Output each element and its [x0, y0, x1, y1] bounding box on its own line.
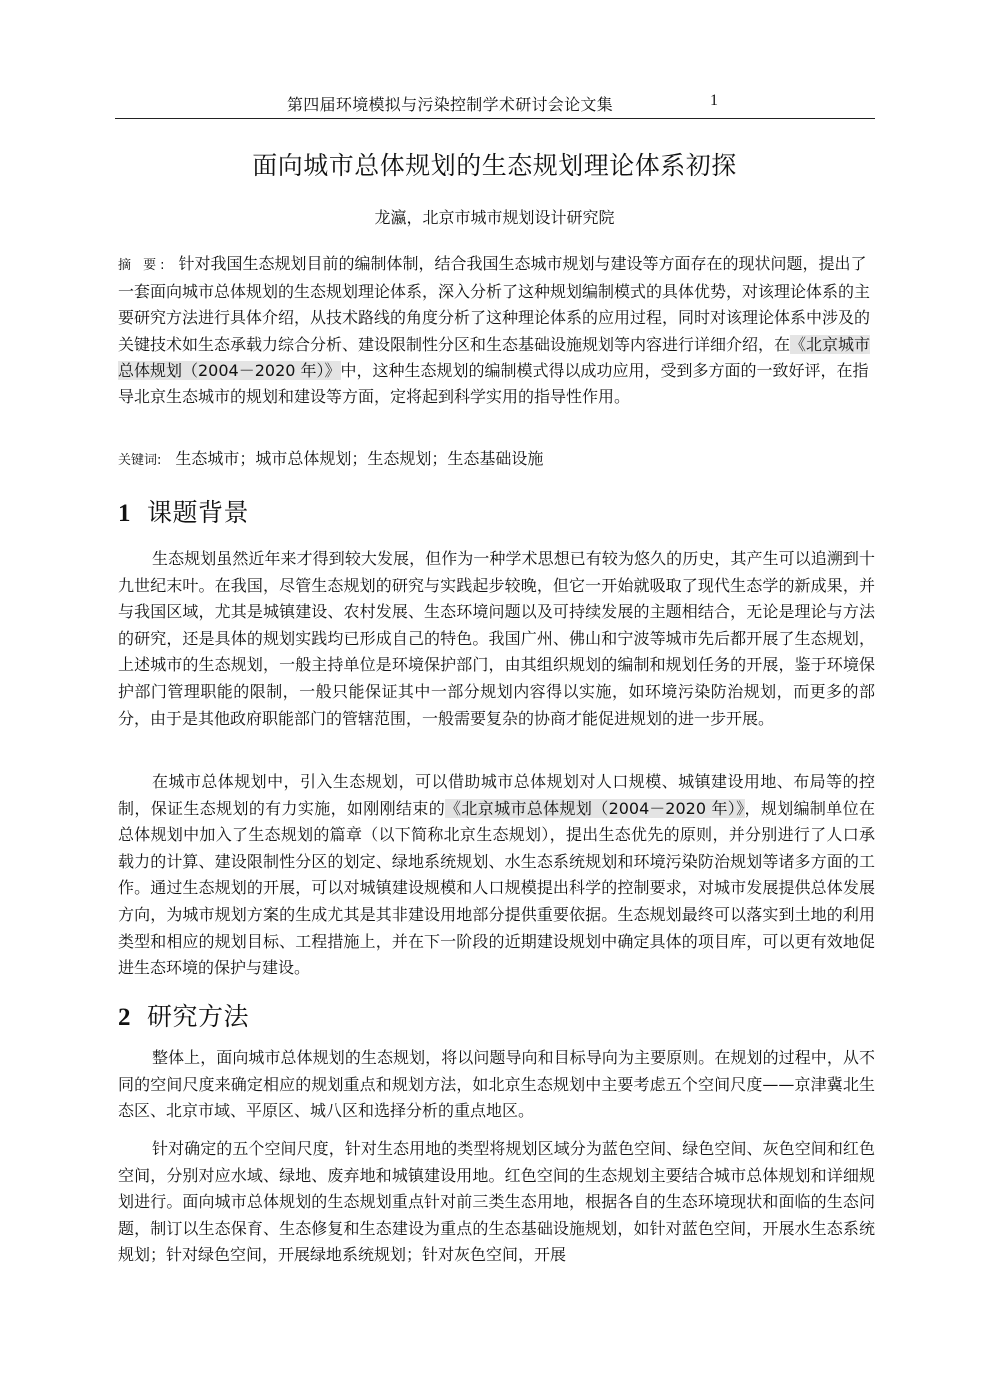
keywords-text: 生态城市；城市总体规划；生态规划；生态基础设施: [175, 449, 544, 468]
abstract-text-end: 中，这种生态规划的编制模式得以成功应用，受到多方面的一致好评，在指导北京生态城市的规划和建设等方面，定将起到科学实用的指导性作用。: [118, 360, 869, 407]
running-header: [115, 92, 875, 118]
section-number: 2: [118, 1004, 131, 1031]
abstract-text-start: 针对我国生态规划目前的编制体制，结合我国生态城市规划与建设等方面存在的现状问题，提出了一套面向城市总体规划的生态规划理论体系，深入分析了这种规划编制模式的具体优势，对该理论体系的主要研究方法进行具体介绍，从技术路线的角度分析了这种理论体系的应用过程，同时对该理论体系中涉及的关键技术如生态承载力综合分析、建设限制性分区和生态基础设施规划等内容进行详细介绍，在: [118, 254, 871, 354]
abstract-label: 摘 要:: [118, 258, 169, 273]
paragraph-text: 针对确定的五个空间尺度，针对生态用地的类型将规划区域分为蓝色空间、绿色空间、灰色空间和红色空间，分别对应水域、绿地、废弃地和城镇建设用地。红色空间的生态规划主要结合城市总体规划和详细规划进行。面向城市总体规划的生态规划重点针对前三类生态用地，根据各自的生态环境现状和面临的生态问题，制订以生态保育、生态修复和生态建设为重点的生态基础设施规划，如针对蓝色空间，开展水生态系统规划；针对绿色空间，开展绿地系统规划；针对灰色空间，开展: [118, 1139, 875, 1265]
keywords: [118, 446, 875, 474]
paragraph-text: 整体上，面向城市总体规划的生态规划，将以问题导向和目标导向为主要原则。在规划的过程中，从不同的空间尺度来确定相应的规划重点和规划方法，如北京生态规划中主要考虑五个空间尺度——京津冀北生态区、北京市域、平原区、城八区和选择分析的重点地区。: [118, 1048, 875, 1121]
section-heading-2: [118, 997, 249, 1033]
paragraph-text-start: 在城市总体规划中，引入生态规划，可以借助城市总体规划对人口规模、城镇建设用地、布局等的控制，保证生态规划的有力实施，如刚刚结束的: [118, 772, 875, 818]
cited-plan: 《北京城市总体规划（2004－2020 年）》: [445, 798, 745, 818]
paragraph-text-end: ，规划编制单位在总体规划中加入了生态规划的篇章（以下简称北京生态规划），提出生态优先的原则，并分别进行了人口承载力的计算、建设限制性分区的划定、绿地系统规划、水生态系统规划和环境污染防治规划等诸多方面的工作。通过生态规划的开展，可以对城镇建设规模和人口规模提出科学的控制要求，对城市发展提供总体发展方向，为城市规划方案的生成尤其是其非建设用地部分提供重要依据。生态规划最终可以落实到土地的利用类型和相应的规划目标、工程措施上，并在下一阶段的近期建设规划中确定具体的项目库，可以更有效地促进生态环境的保护与建设。: [118, 798, 875, 978]
paragraph-2-1: [118, 1045, 875, 1125]
keywords-label: 关键词:: [118, 453, 162, 468]
abstract-cited-plan: 《北京城市总体规划（2004－2020 年）》: [118, 334, 871, 380]
section-title: 研究方法: [147, 1002, 250, 1031]
abstract: [118, 251, 875, 410]
author-affiliation: 龙瀛，北京市城市规划设计研究院: [374, 208, 615, 227]
section-number: 1: [118, 500, 131, 527]
section-heading-1: [118, 493, 249, 529]
paragraph-1-2: [118, 769, 875, 982]
journal-title: 第四届环境模拟与污染控制学术研讨会论文集: [287, 95, 614, 114]
section-title: 课题背景: [147, 498, 250, 527]
paragraph-2-2: [118, 1136, 875, 1269]
page-number: 1: [710, 92, 718, 109]
paragraph-text: 生态规划虽然近年来才得到较大发展，但作为一种学术思想已有较为悠久的历史，其产生可以追溯到十九世纪末叶。在我国，尽管生态规划的研究与实践起步较晚，但它一开始就吸取了现代生态学的新成果，并与我国区域，尤其是城镇建设、农村发展、生态环境问题以及可持续发展的主题相结合，无论是理论与方法的研究，还是具体的规划实践均已形成自己的特色。我国广州、佛山和宁波等城市先后都开展了生态规划，上述城市的生态规划，一般主持单位是环境保护部门，由其组织规划的编制和规划任务的开展，鉴于环境保护部门管理职能的限制，一般只能保证其中一部分规划内容得以实施，如环境污染防治规划，而更多的部分，由于是其他政府职能部门的管辖范围，一般需要复杂的协商才能促进规划的进一步开展。: [118, 549, 875, 728]
header-rule: [115, 118, 875, 119]
paper-title: 面向城市总体规划的生态规划理论体系初探: [252, 151, 737, 180]
paragraph-1-1: [118, 546, 875, 732]
